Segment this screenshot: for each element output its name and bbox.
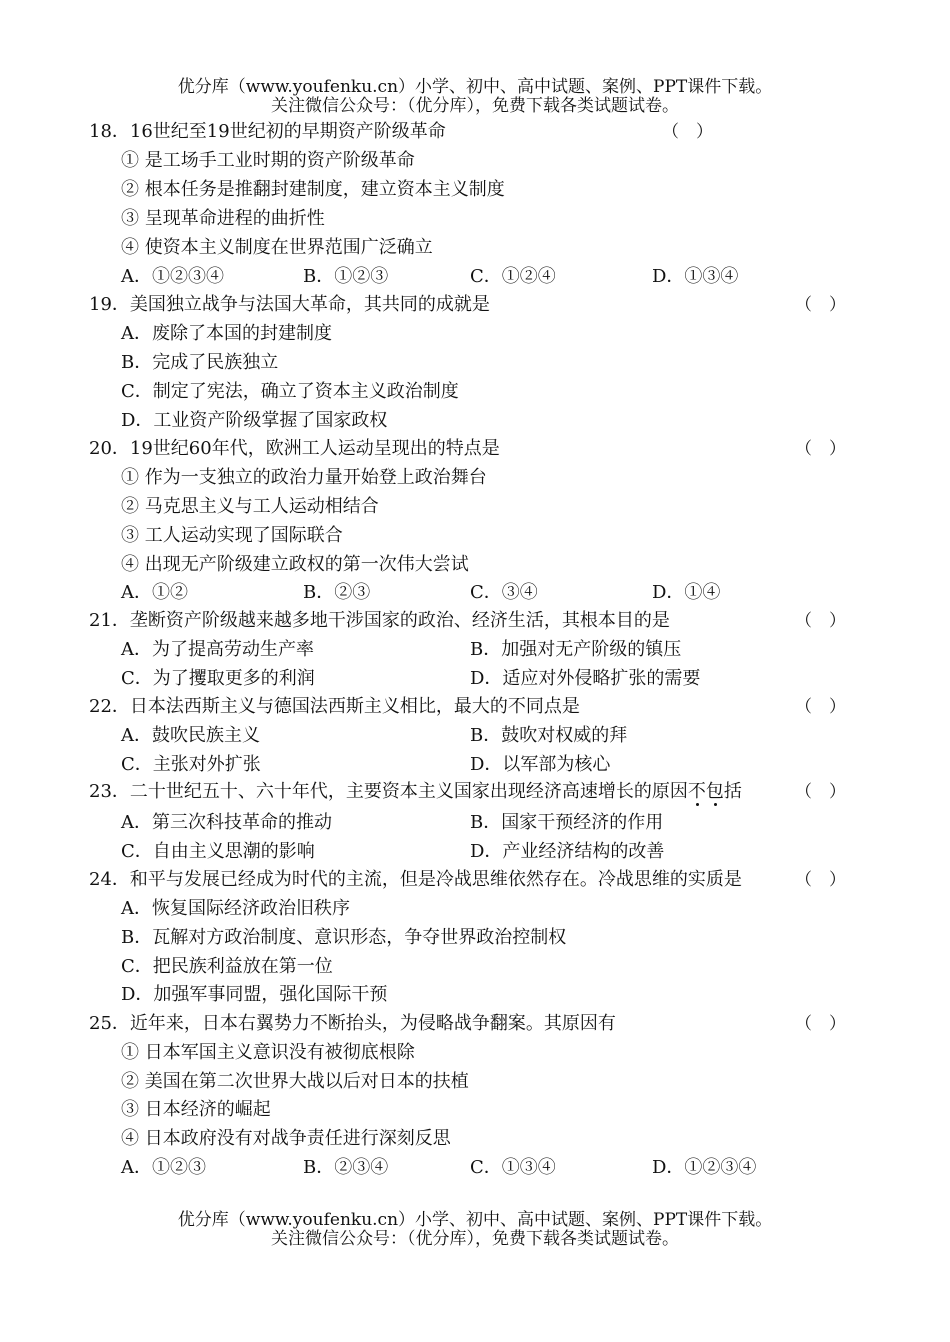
question-18-stem: 18．16世纪至19世纪初的早期资产阶级革命 <box>89 121 446 142</box>
question-20-item-3: ③ 工人运动实现了国际联合 <box>121 525 343 546</box>
question-22-choice-b: B．鼓吹对权威的拜 <box>470 725 628 746</box>
question-21-stem: 21．垄断资产阶级越来越多地干涉国家的政治、经济生活，其根本目的是 <box>89 610 670 631</box>
question-21-choice-c: C．为了攫取更多的利润 <box>121 668 315 689</box>
question-19-choice-a: A．废除了本国的封建制度 <box>121 323 332 344</box>
question-25-item-1: ① 日本军国主义意识没有被彻底根除 <box>121 1042 415 1063</box>
question-21-choice-d: D．适应对外侵略扩张的需要 <box>470 668 701 689</box>
question-25-stem: 25．近年来，日本右翼势力不断抬头，为侵略战争翻案。其原因有 <box>89 1013 616 1034</box>
question-21-choice-b: B．加强对无产阶级的镇压 <box>470 639 682 660</box>
question-19-choice-c: C．制定了宪法，确立了资本主义政治制度 <box>121 381 459 402</box>
page-footer-line-1: 优分库（www.youfenku.cn）小学、初中、高中试题、案例、PPT课件下载。 <box>177 1210 773 1230</box>
question-25-item-3: ③ 日本经济的崛起 <box>121 1099 271 1120</box>
question-23-stem-end: 括 <box>723 781 742 802</box>
question-20-item-1: ① 作为一支独立的政治力量开始登上政治舞台 <box>121 467 487 488</box>
emphasis-dot-char: 不 <box>687 781 706 802</box>
page-header-line-2: 关注微信公众号：（优分库），免费下载各类试题试卷。 <box>271 96 679 116</box>
question-23-stem <box>89 780 742 804</box>
question-20-choice-b: B．②③ <box>303 582 371 603</box>
question-18-item-2: ② 根本任务是推翻封建制度，建立资本主义制度 <box>121 179 505 200</box>
question-19-answer-blank: （ ） <box>795 295 846 315</box>
question-22-choice-d: D．以军部为核心 <box>470 754 611 775</box>
question-24-stem: 24．和平与发展已经成为时代的主流，但是冷战思维依然存在。冷战思维的实质是 <box>89 869 742 890</box>
question-25-choice-d: D．①②③④ <box>652 1157 757 1178</box>
question-23-choice-c: C．自由主义思潮的影响 <box>121 841 315 862</box>
question-18-item-1: ① 是工场手工业时期的资产阶级革命 <box>121 150 415 171</box>
question-23-choice-a: A．第三次科技革命的推动 <box>121 812 332 833</box>
question-22-choice-a: A．鼓吹民族主义 <box>121 725 260 746</box>
question-18-answer-blank: （ ） <box>662 122 713 142</box>
question-24-choice-c: C．把民族利益放在第一位 <box>121 956 333 977</box>
question-20-choice-a: A．①② <box>121 582 188 603</box>
question-25-answer-blank: （ ） <box>795 1014 846 1034</box>
question-19-choice-b: B．完成了民族独立 <box>121 352 279 373</box>
question-23-choice-b: B．国家干预经济的作用 <box>470 812 664 833</box>
question-18-choice-c: C．①②④ <box>470 266 556 287</box>
question-22-choice-c: C．主张对外扩张 <box>121 754 261 775</box>
question-24-choice-b: B．瓦解对方政治制度、意识形态，争夺世界政治控制权 <box>121 927 567 948</box>
question-24-choice-d: D．加强军事同盟，强化国际干预 <box>121 984 388 1005</box>
question-24-choice-a: A．恢复国际经济政治旧秩序 <box>121 898 350 919</box>
question-20-item-4: ④ 出现无产阶级建立政权的第一次伟大尝试 <box>121 554 469 575</box>
question-19-stem: 19．美国独立战争与法国大革命，其共同的成就是 <box>89 294 490 315</box>
question-25-item-4: ④ 日本政府没有对战争责任进行深刻反思 <box>121 1128 451 1149</box>
question-20-stem: 20．19世纪60年代，欧洲工人运动呈现出的特点是 <box>89 438 500 459</box>
question-25-item-2: ② 美国在第二次世界大战以后对日本的扶植 <box>121 1071 469 1092</box>
question-19-choice-d: D．工业资产阶级掌握了国家政权 <box>121 410 388 431</box>
question-18-choice-b: B．①②③ <box>303 266 389 287</box>
question-20-choice-c: C．③④ <box>470 582 538 603</box>
emphasis-dot-char: 包 <box>705 781 724 802</box>
question-25-choice-b: B．②③④ <box>303 1157 389 1178</box>
question-20-choice-d: D．①④ <box>652 582 721 603</box>
page-header-line-1: 优分库（www.youfenku.cn）小学、初中、高中试题、案例、PPT课件下载。 <box>177 77 773 97</box>
question-18-choice-d: D．①③④ <box>652 266 739 287</box>
question-22-answer-blank: （ ） <box>795 697 846 717</box>
question-25-choice-a: A．①②③ <box>121 1157 206 1178</box>
question-18-item-3: ③ 呈现革命进程的曲折性 <box>121 208 325 229</box>
question-24-answer-blank: （ ） <box>795 870 846 890</box>
question-25-choice-c: C．①③④ <box>470 1157 556 1178</box>
page-footer-line-2: 关注微信公众号：（优分库），免费下载各类试题试卷。 <box>271 1229 679 1249</box>
question-20-answer-blank: （ ） <box>795 439 846 459</box>
question-23-stem-text: 23．二十世纪五十、六十年代，主要资本主义国家出现经济高速增长的原因 <box>89 781 688 802</box>
question-20-item-2: ② 马克思主义与工人运动相结合 <box>121 496 379 517</box>
question-18-choice-a: A．①②③④ <box>121 266 224 287</box>
question-23-choice-d: D．产业经济结构的改善 <box>470 841 665 862</box>
question-22-stem: 22．日本法西斯主义与德国法西斯主义相比，最大的不同点是 <box>89 696 580 717</box>
question-23-answer-blank: （ ） <box>795 782 846 802</box>
question-18-item-4: ④ 使资本主义制度在世界范围广泛确立 <box>121 237 433 258</box>
question-21-answer-blank: （ ） <box>795 611 846 631</box>
question-21-choice-a: A．为了提高劳动生产率 <box>121 639 314 660</box>
